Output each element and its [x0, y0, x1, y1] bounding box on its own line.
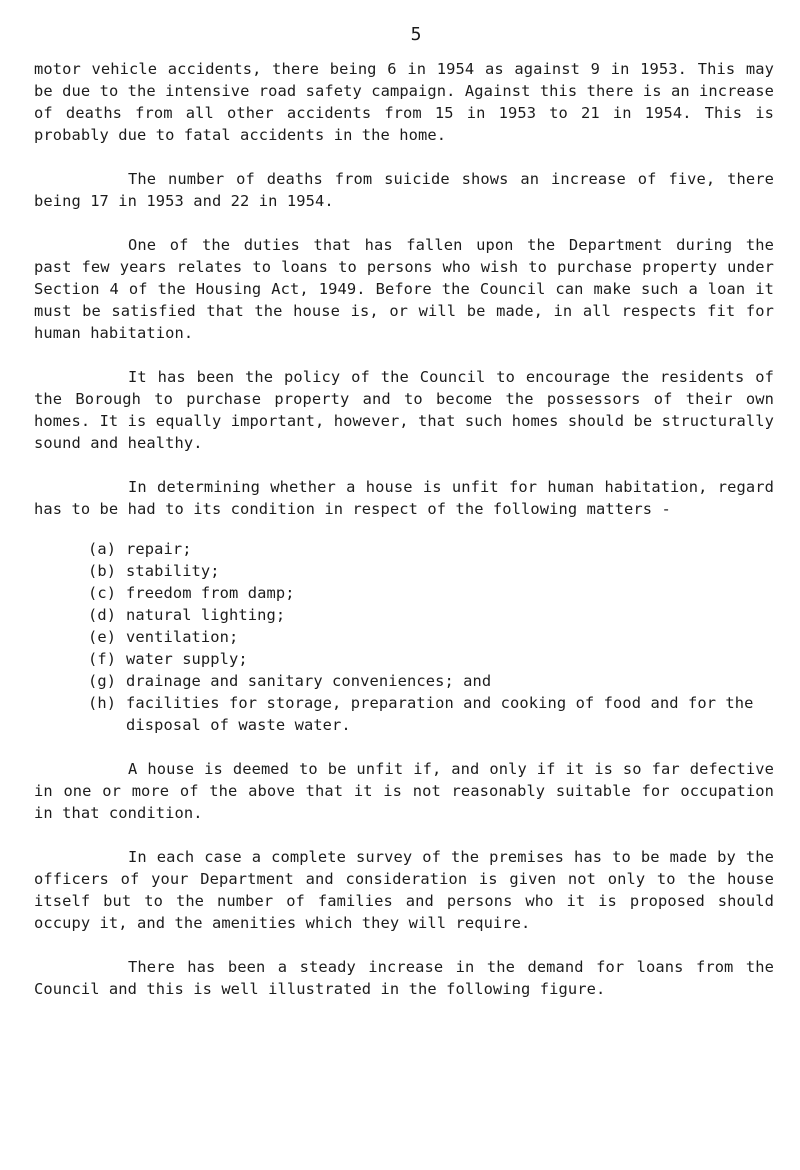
list-item [88, 538, 774, 560]
list-item [88, 648, 774, 670]
document-body [34, 58, 774, 1022]
list-item [88, 626, 774, 648]
paragraph-suicide: The number of deaths from suicide shows an increase of five, there being 17 in 1953 and 22 in 1954. [34, 170, 774, 210]
list-item [88, 670, 774, 692]
list-item [88, 604, 774, 626]
list-item-text: freedom from damp; [126, 584, 295, 602]
paragraph-survey: In each case a complete survey of the premises has to be made by the officers of your Department and consideration is given not only to the house itself but to the number of families and persons who it is proposed should occupy it, and the amenities which they will require. [34, 848, 774, 932]
list-item [88, 582, 774, 604]
list-item-letter: (g) [88, 672, 117, 690]
paragraph-road-accidents: motor vehicle accidents, there being 6 in 1954 as against 9 in 1953. This may be due to the intensive road safety campaign. Against this there is an increase of deaths from all other accidents from 15 in 1953 to 21 in 1954. This is probably due to fatal accidents in the home. [34, 60, 774, 144]
list-item-text: natural lighting; [126, 606, 286, 624]
list-item-text: facilities for storage, preparation and cooking of food and for the disposal of waste water. [126, 694, 754, 734]
list-item [88, 692, 774, 736]
list-item-text: water supply; [126, 650, 248, 668]
paragraph-housing-loans: One of the duties that has fallen upon the Department during the past few years relates to loans to persons who wish to purchase property under Section 4 of the Housing Act, 1949. Before the Council can make such a loan it must be satisfied that the house is, or will be made, in all respects fit for human habitation. [34, 236, 774, 342]
paragraph-council-policy: It has been the policy of the Council to encourage the residents of the Borough to purchase property and to become the possessors of their own homes. It is equally important, however, that such homes should be structurally sound and healthy. [34, 368, 774, 452]
page-number: 5 [410, 24, 422, 45]
list-item-letter: (b) [88, 562, 117, 580]
list-item-text: ventilation; [126, 628, 239, 646]
list-item-letter: (a) [88, 540, 117, 558]
list-item-letter: (h) [88, 694, 117, 712]
list-item-text: drainage and sanitary conveniences; and [126, 672, 492, 690]
list-item-letter: (c) [88, 584, 117, 602]
paragraph-unfit-definition: A house is deemed to be unfit if, and only if it is so far defective in one or more of the above that it is not reasonably suitable for occupation in that condition. [34, 760, 774, 822]
list-item-letter: (e) [88, 628, 117, 646]
matters-list [34, 538, 774, 736]
paragraph-unfit-criteria-intro: In determining whether a house is unfit for human habitation, regard has to be had to its condition in respect of the following matters - [34, 478, 774, 518]
list-item [88, 560, 774, 582]
list-item-text: stability; [126, 562, 220, 580]
list-item-letter: (d) [88, 606, 117, 624]
list-item-letter: (f) [88, 650, 117, 668]
paragraph-loan-demand: There has been a steady increase in the demand for loans from the Council and this is well illustrated in the following figure. [34, 958, 774, 998]
list-item-text: repair; [126, 540, 192, 558]
